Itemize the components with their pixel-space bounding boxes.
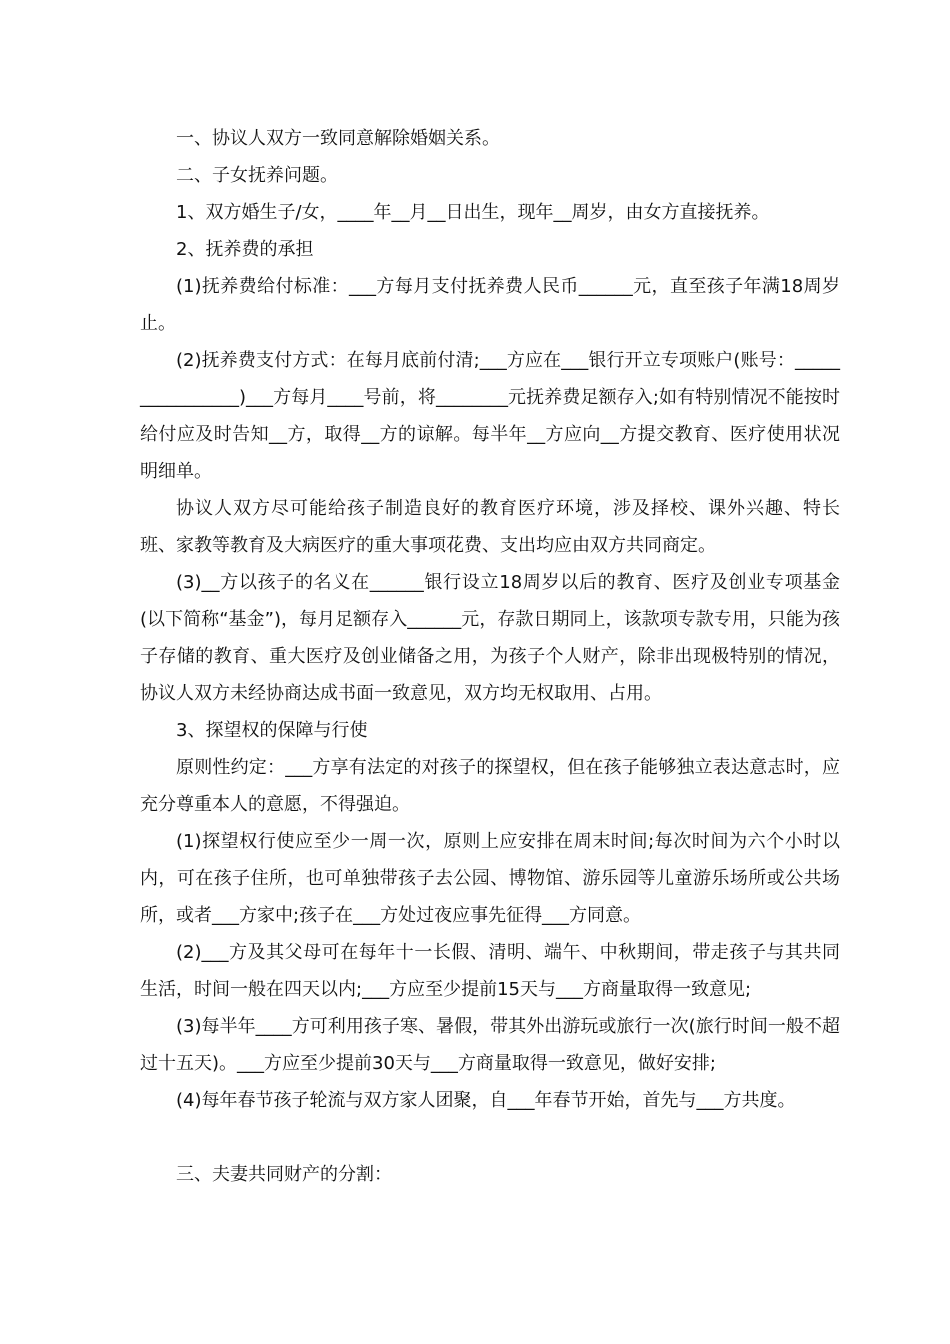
clause-support-standard: (1)抚养费给付标准：___方每月支付抚养费人民币______元，直至孩子年满18周岁止。 <box>140 276 840 334</box>
section-heading-3: 三、夫妻共同财产的分割： <box>176 1164 392 1185</box>
clause-support-payment: (2)抚养费支付方式：在每月底前付清;___方应在___银行开立专项账户(账号：________________)___方每月____号前，将________元抚养费足额存入;如有特别情况不能按时给付应及时告知__方，取得__方的谅解。每半年__方应向__方提交教育、医疗使用状况明细单。 <box>140 350 840 482</box>
clause-visitation-weekly: (1)探望权行使应至少一周一次，原则上应安排在周末时间;每次时间为六个小时以内，可在孩子住所，也可单独带孩子去公园、博物馆、游乐园等儿童游乐场所或公共场所，或者___方家中;孩子在___方处过夜应事先征得___方同意。 <box>140 831 840 926</box>
clause-visitation-vacations: (3)每半年____方可利用孩子寒、暑假，带其外出游玩或旅行一次(旅行时间一般不超过十五天)。___方应至少提前30天与___方商量取得一致意见，做好安排; <box>140 1016 840 1074</box>
section-heading-2: 二、子女抚养问题。 <box>176 165 338 186</box>
clause-visitation-holidays: (2)___方及其父母可在每年十一长假、清明、端午、中秋期间，带走孩子与其共同生活，时间一般在四天以内;___方应至少提前15天与___方商量取得一致意见; <box>140 942 840 1000</box>
clause-visitation-heading: 3、探望权的保障与行使 <box>176 720 368 741</box>
clause-support-heading: 2、抚养费的承担 <box>176 239 314 260</box>
clause-child-custody: 1、双方婚生子/女，____年__月__日出生，现年__周岁，由女方直接抚养。 <box>176 202 770 223</box>
section-heading-1: 一、协议人双方一致同意解除婚姻关系。 <box>176 128 500 149</box>
clause-special-fund: (3)__方以孩子的名义在______银行设立18周岁以后的教育、医疗及创业专项基金(以下简称“基金”)，每月足额存入______元，存款日期同上，该款项专款专用，只能为孩子存储的教育、重大医疗及创业储备之用，为孩子个人财产，除非出现极特别的情况，协议人双方未经协商达成书面一致意见，双方均无权取用、占用。 <box>140 572 840 704</box>
clause-visitation-spring-festival: (4)每年春节孩子轮流与双方家人团聚，自___年春节开始，首先与___方共度。 <box>176 1090 796 1111</box>
clause-education-environment: 协议人双方尽可能给孩子制造良好的教育医疗环境，涉及择校、课外兴趣、特长班、家教等教育及大病医疗的重大事项花费、支出均应由双方共同商定。 <box>140 498 840 556</box>
clause-visitation-principle: 原则性约定：___方享有法定的对孩子的探望权，但在孩子能够独立表达意志时，应充分尊重本人的意愿，不得强迫。 <box>140 757 840 815</box>
document-body <box>140 120 840 1193</box>
